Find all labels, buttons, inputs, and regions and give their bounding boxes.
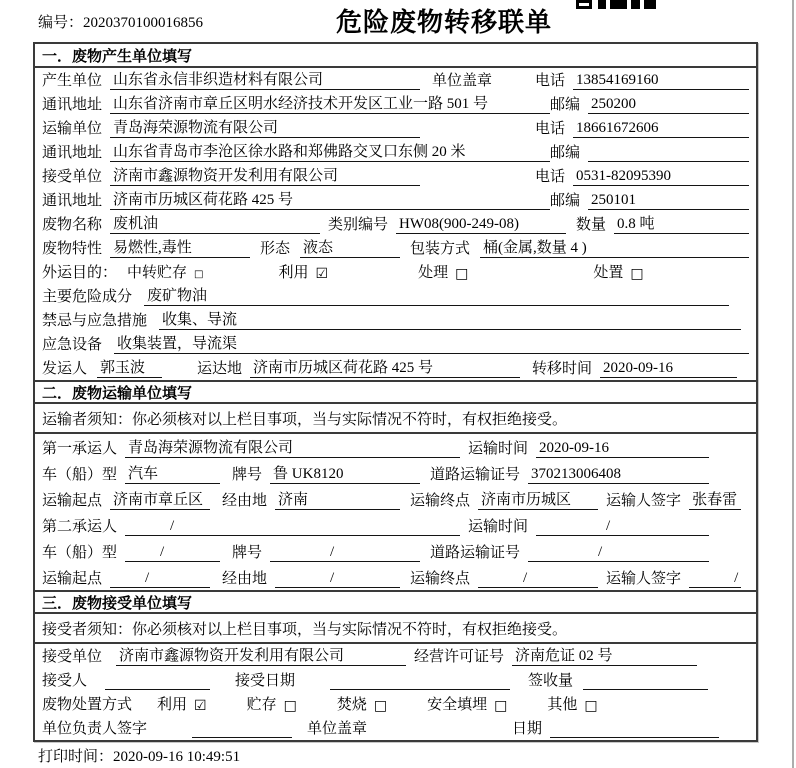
print-time-label: 打印时间：	[38, 749, 114, 765]
manager-sign-label: 单位负责人签字	[42, 721, 148, 737]
purpose-option-utilize	[278, 261, 328, 282]
page-right-edge	[792, 0, 794, 768]
transporter-address-value: 山东省青岛市李沧区徐水路和郑佛路交叉口东侧 20 米	[110, 143, 550, 162]
serial-label: 编号：	[38, 15, 84, 31]
checkbox-unchecked-icon: □	[494, 698, 508, 714]
carrier1-via-value: 济南	[275, 491, 400, 510]
waste-name-label: 废物名称	[42, 217, 103, 233]
transporter-zip-group	[550, 141, 749, 162]
producer-zip-group	[550, 93, 749, 114]
shipper-label: 发运人	[42, 361, 88, 377]
receiver-label: 接受单位	[42, 169, 103, 185]
qr-block	[598, 0, 606, 9]
destination-value: 济南市历城区荷花路 425 号	[250, 359, 520, 378]
disposal-option-utilize	[157, 693, 207, 714]
receiver-row	[35, 164, 756, 188]
address-label: 通讯地址	[42, 193, 103, 209]
carrier2-via-value: /	[275, 569, 400, 588]
address-label: 通讯地址	[42, 97, 103, 113]
receiver-notice-label: 接受者须知：	[42, 621, 133, 638]
manager-sign-value	[192, 720, 292, 738]
character-label: 废物特性	[42, 241, 103, 257]
producer-zip-value: 250200	[588, 95, 749, 114]
category-code-value: HW08(900-249-08)	[396, 215, 566, 234]
qr-code-fragment	[576, 0, 656, 9]
transfer-time-value: 2020-09-16	[600, 359, 737, 378]
form-label: 形态	[260, 241, 291, 257]
transport-purpose-row	[35, 260, 756, 284]
packing-value: 桶(金属,数量 4 )	[480, 239, 749, 258]
carrier1-terminus-value: 济南市历城区	[478, 491, 598, 510]
purpose-option-dispose	[593, 261, 643, 282]
transport-time-label: 运输时间	[468, 441, 529, 457]
carrier1-value: 青岛海荣源物流有限公司	[125, 439, 460, 458]
taboo-measures-row	[35, 308, 756, 332]
manifest-form	[33, 42, 758, 742]
zip-label: 邮编	[550, 97, 581, 113]
carrier1-label: 第一承运人	[42, 441, 118, 457]
checkbox-checked-icon: ☑	[194, 698, 207, 714]
carrier1-route-row	[35, 486, 756, 512]
accept-date-value	[330, 672, 510, 690]
transporter-sign-label: 运输人签字	[606, 571, 682, 587]
carrier1-sign-value: 张春雷	[689, 491, 741, 510]
purpose-option-label: 中转贮存	[127, 265, 188, 281]
equipment-label: 应急设备	[42, 337, 103, 353]
terminus-label: 运输终点	[410, 493, 471, 509]
carrier1-plate-value: 鲁 UK8120	[270, 465, 420, 484]
carrier1-time-value: 2020-09-16	[536, 439, 709, 458]
receiver-phone-value: 0531-82095390	[573, 167, 749, 186]
purpose-label: 外运目的：	[42, 265, 118, 281]
emergency-equipment-row	[35, 332, 756, 356]
transport-time-label: 运输时间	[468, 519, 529, 535]
zip-label: 邮编	[550, 145, 581, 161]
carrier2-label: 第二承运人	[42, 519, 118, 535]
taboo-label: 禁忌与应急措施	[42, 313, 148, 329]
accept-unit-value: 济南市鑫源物资开发利用有限公司	[116, 647, 406, 666]
via-label: 经由地	[222, 571, 268, 587]
via-label: 经由地	[222, 493, 268, 509]
acceptor-value	[105, 672, 210, 690]
transporter-sign-label: 运输人签字	[606, 493, 682, 509]
license-label: 经营许可证号	[414, 649, 505, 665]
carrier2-origin-value: /	[110, 569, 210, 588]
plate-label: 牌号	[232, 545, 263, 561]
producer-address-row	[35, 92, 756, 116]
terminus-label: 运输终点	[410, 571, 471, 587]
carrier2-vehicle-row	[35, 538, 756, 564]
serial-value: 2020370100016856	[83, 15, 204, 31]
page-title: 危险废物转移联单	[336, 8, 553, 37]
purpose-option-label: 利用	[278, 265, 309, 281]
carrier2-permit-value: /	[528, 543, 709, 562]
carrier2-plate-value: /	[270, 543, 420, 562]
license-value: 济南危证 02 号	[512, 647, 697, 666]
transporter-label: 运输单位	[42, 121, 103, 137]
date-value	[550, 720, 719, 738]
received-qty-label: 签收量	[528, 673, 574, 689]
disposal-option-label: 焚烧	[336, 697, 367, 713]
checkbox-unchecked-icon: □	[283, 698, 297, 714]
disposal-option-other	[547, 693, 597, 714]
quantity-value: 0.8 吨	[614, 215, 749, 234]
disposal-option-label: 利用	[157, 697, 188, 713]
section1-header: 一．废物产生单位填写	[35, 44, 756, 68]
purpose-option-label: 处理	[418, 265, 449, 281]
transporter-phone-group	[535, 117, 749, 138]
origin-label: 运输起点	[42, 493, 103, 509]
disposal-option-landfill	[427, 693, 507, 714]
waste-character-row	[35, 236, 756, 260]
carrier1-vehicle-value: 汽车	[125, 465, 220, 484]
checkbox-unchecked-icon: □	[630, 266, 644, 282]
plate-label: 牌号	[232, 467, 263, 483]
waste-name-value: 废机油	[110, 215, 320, 234]
serial-number-line	[38, 11, 203, 32]
carrier1-row	[35, 434, 756, 460]
transporter-notice-label: 运输者须知：	[42, 411, 133, 428]
transporter-value: 青岛海荣源物流有限公司	[110, 119, 420, 138]
producer-phone-group	[535, 69, 749, 90]
receiver-phone-group	[535, 165, 749, 186]
qr-block	[644, 0, 656, 9]
vehicle-type-label: 车（船）型	[42, 467, 118, 483]
acceptor-row	[35, 668, 756, 692]
carrier2-terminus-value: /	[478, 569, 598, 588]
transporter-phone-value: 18661672606	[573, 119, 749, 138]
carrier2-vehicle-value: /	[125, 543, 220, 562]
accept-unit-label: 接受单位	[42, 649, 103, 665]
receiver-notice-row	[35, 614, 756, 644]
print-time-value: 2020-09-16 10:49:51	[113, 749, 241, 765]
accept-date-label: 接受日期	[235, 673, 296, 689]
purpose-option-transfer-storage	[127, 261, 203, 282]
phone-label: 电话	[535, 73, 566, 89]
shipper-row	[35, 356, 756, 380]
purpose-option-label: 处置	[593, 265, 624, 281]
producer-phone-value: 13854169160	[573, 71, 749, 90]
carrier2-value: /	[125, 517, 460, 536]
carrier1-permit-value: 370213006408	[528, 465, 709, 484]
unit-seal-label: 单位盖章	[307, 721, 368, 737]
disposal-option-label: 贮存	[246, 697, 277, 713]
hazard-component-row	[35, 284, 756, 308]
disposal-option-storage	[247, 693, 297, 714]
form-value: 液态	[300, 239, 400, 258]
zip-label: 邮编	[550, 193, 581, 209]
producer-row	[35, 68, 756, 92]
transporter-zip-value	[588, 144, 749, 162]
transporter-notice-row	[35, 404, 756, 434]
producer-value: 山东省永信非织造材料有限公司	[110, 71, 420, 90]
category-label: 类别编号	[328, 217, 389, 233]
origin-label: 运输起点	[42, 571, 103, 587]
carrier2-route-row	[35, 564, 756, 590]
waste-name-row	[35, 212, 756, 236]
carrier1-origin-value: 济南市章丘区	[110, 491, 210, 510]
road-permit-label: 道路运输证号	[430, 545, 521, 561]
receiver-zip-group	[550, 189, 749, 210]
accept-unit-row	[35, 644, 756, 668]
checkbox-unchecked-icon: □	[373, 698, 388, 714]
date-label: 日期	[512, 721, 543, 737]
qr-block	[631, 0, 640, 9]
carrier2-row	[35, 512, 756, 538]
transporter-row	[35, 116, 756, 140]
shipper-value: 郭玉波	[97, 359, 162, 378]
character-value: 易燃性,毒性	[110, 239, 250, 258]
unit-seal-label: 单位盖章	[432, 73, 493, 89]
receiver-address-row	[35, 188, 756, 212]
phone-label: 电话	[535, 121, 566, 137]
destination-label: 运达地	[197, 361, 243, 377]
receiver-address-value: 济南市历城区荷花路 425 号	[110, 191, 550, 210]
receiver-notice-text: 你必须核对以上栏目事项，当与实际情况不符时，有权拒绝接受。	[132, 621, 568, 638]
taboo-value: 收集、导流	[159, 311, 741, 330]
carrier1-vehicle-row	[35, 460, 756, 486]
section3-header: 三．废物接受单位填写	[35, 590, 756, 614]
checkbox-checked-icon: ☑	[315, 266, 329, 282]
receiver-value: 济南市鑫源物资开发利用有限公司	[110, 167, 420, 186]
section2-header: 二．废物运输单位填写	[35, 380, 756, 404]
qr-block	[576, 0, 592, 9]
received-qty-value	[583, 672, 708, 690]
quantity-label: 数量	[576, 217, 607, 233]
checkbox-unchecked-icon: □	[455, 266, 469, 282]
checkbox-unchecked-icon: □	[584, 698, 598, 714]
transporter-notice-text: 你必须核对以上栏目事项，当与实际情况不符时，有权拒绝接受。	[132, 411, 568, 428]
acceptor-label: 接受人	[42, 673, 88, 689]
address-label: 通讯地址	[42, 145, 103, 161]
manager-sign-row	[35, 716, 756, 740]
receiver-zip-value: 250101	[588, 191, 749, 210]
transporter-address-row	[35, 140, 756, 164]
disposal-option-label: 安全填埋	[427, 697, 488, 713]
carrier2-time-value: /	[536, 517, 709, 536]
disposal-option-incinerate	[337, 693, 387, 714]
producer-label: 产生单位	[42, 73, 103, 89]
hazard-value: 废矿物油	[144, 287, 729, 306]
disposal-label: 废物处置方式	[42, 697, 133, 713]
packing-label: 包装方式	[410, 241, 471, 257]
vehicle-type-label: 车（船）型	[42, 545, 118, 561]
carrier2-sign-value: /	[689, 569, 741, 588]
disposal-method-row	[35, 692, 756, 716]
producer-address-value: 山东省济南市章丘区明水经济技术开发区工业一路 501 号	[110, 95, 550, 114]
phone-label: 电话	[535, 169, 566, 185]
disposal-option-label: 其他	[547, 697, 578, 713]
equipment-value: 收集装置，导流渠	[114, 335, 749, 354]
transfer-time-label: 转移时间	[532, 361, 593, 377]
qr-block	[610, 0, 627, 9]
hazard-label: 主要危险成分	[42, 289, 133, 305]
road-permit-label: 道路运输证号	[430, 467, 521, 483]
purpose-option-treat	[418, 261, 468, 282]
checkbox-unchecked-icon: □	[194, 269, 204, 280]
print-time-line	[38, 745, 240, 766]
